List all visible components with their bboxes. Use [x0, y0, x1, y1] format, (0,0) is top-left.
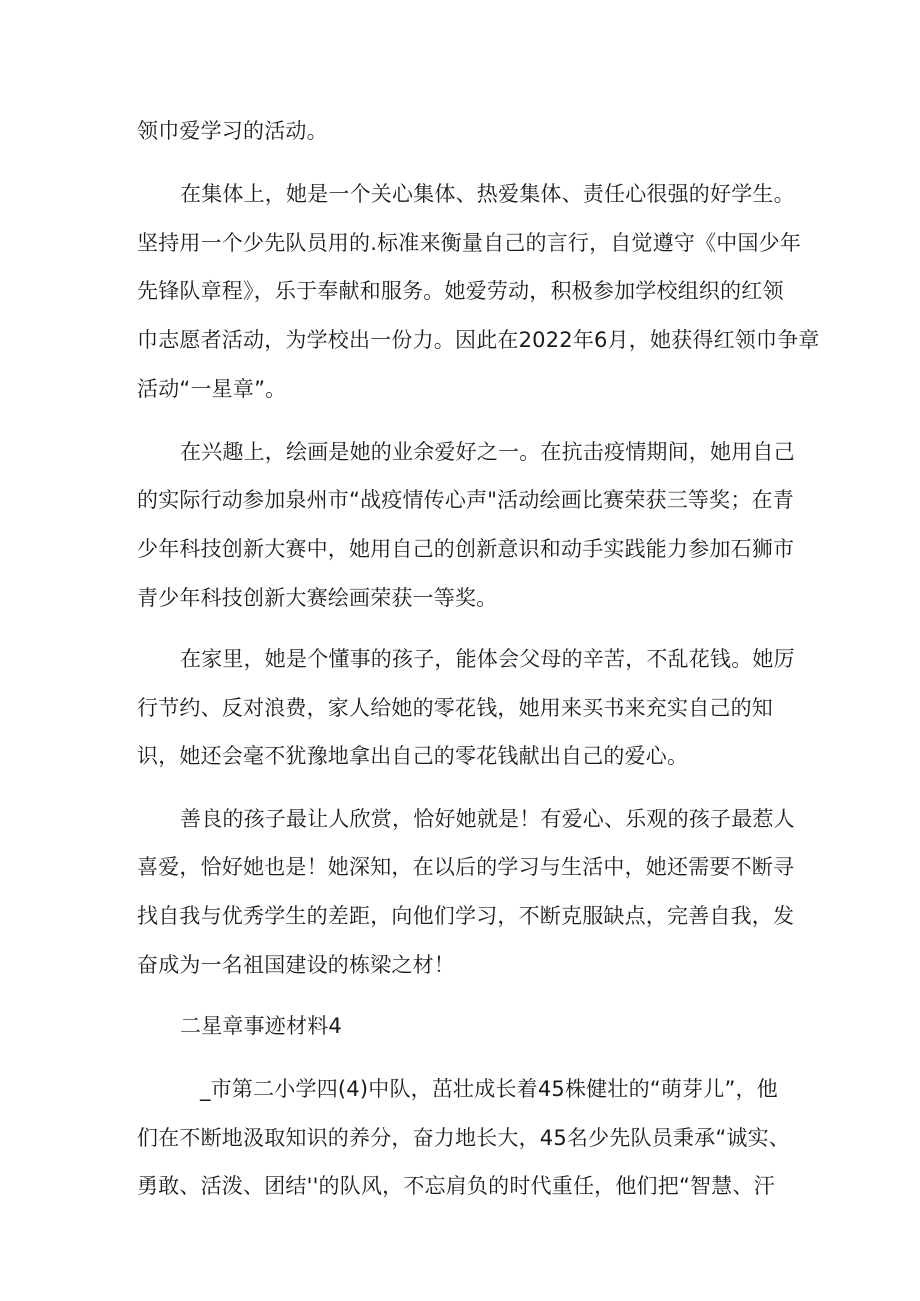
text-line: 们在不断地汲取知识的养分，奋力地长大，45名少先队员秉承“诚实、	[137, 1126, 790, 1150]
text-line: 先锋队章程》，乐于奉献和服务。她爱劳动，积极参加学校组织的红领	[137, 279, 784, 303]
text-line: 巾志愿者活动，为学校出一份力。因此在2022年6月，她获得红领巾争章	[137, 328, 820, 352]
text-line: 活动“一星章”。	[137, 377, 287, 401]
text-line: 在集体上，她是一个关心集体、热爱集体、责任心很强的好学生。	[180, 182, 795, 206]
text-line: 的实际行动参加泉州市“战疫情传心声"活动绘画比赛荣获三等奖；在青	[137, 488, 794, 512]
text-line: 行节约、反对浪费，家人给她的零花钱，她用来买书来充实自己的知	[137, 696, 773, 720]
text-line: 在兴趣上，绘画是她的业余爱好之一。在抗击疫情期间，她用自己	[180, 440, 795, 464]
text-line: 青少年科技创新大赛绘画荣获一等奖。	[137, 586, 498, 610]
text-line: 识，她还会毫不犹豫地拿出自己的零花钱献出自己的爱心。	[137, 744, 689, 768]
text-line: 善良的孩子最让人欣赏，恰好她就是！有爱心、乐观的孩子最惹人	[180, 807, 795, 831]
text-line: 在家里，她是个懂事的孩子，能体会父母的辛苦，不乱花钱。她厉	[180, 647, 795, 671]
text-line: 喜爱，恰好她也是！她深知，在以后的学习与生活中，她还需要不断寻	[137, 855, 795, 879]
text-line: 少年科技创新大赛中，她用自己的创新意识和动手实践能力参加石狮市	[137, 537, 795, 561]
text-line: 奋成为一名祖国建设的栋梁之材！	[137, 953, 455, 977]
text-line: 找自我与优秀学生的差距，向他们学习，不断克服缺点，完善自我，发	[137, 904, 795, 928]
text-line: 领巾爱学习的活动。	[137, 119, 328, 143]
text-line: 坚持用一个少先队员用的.标准来衡量自己的言行，自觉遵守《中国少年	[137, 231, 802, 255]
text-line: 勇敢、活泼、团结''的队风，不忘肩负的时代重任，他们把“智慧、汗	[137, 1174, 775, 1198]
section-heading: 二星章事迹材料4	[180, 1014, 342, 1038]
text-line: _市第二小学四(4)中队，茁壮成长着45株健壮的“萌芽儿”，他	[200, 1077, 778, 1101]
